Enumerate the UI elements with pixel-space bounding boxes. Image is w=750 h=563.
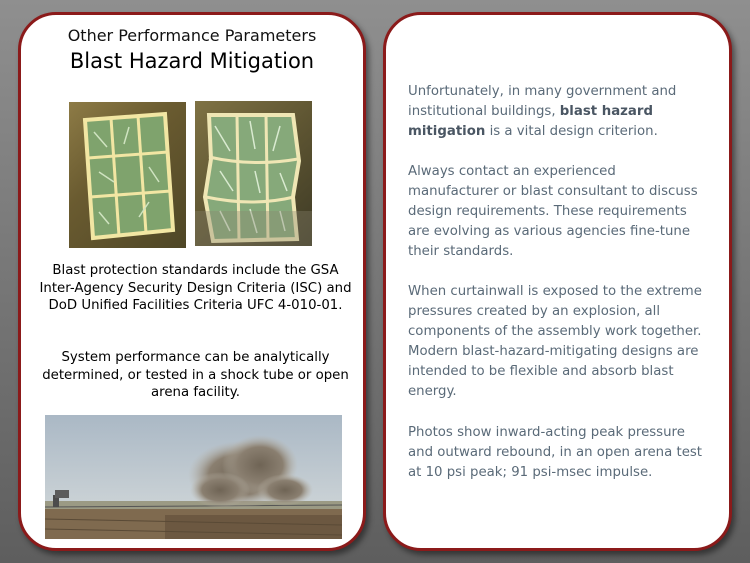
right-panel [383,12,732,551]
consultant-paragraph: Always contact an experienced manufacturer or blast consultant to discuss design requirements. These requirements are evolving as various agencies fine-tune their standards. [408,164,698,259]
intro-paragraph [408,82,708,142]
intro-text-after: is a vital design criterion. [485,124,658,139]
window-test-photo-rebound [195,101,312,246]
curtainwall-paragraph: When curtainwall is exposed to the extreme pressures created by an explosion, all components of the assembly work together. Modern blast-hazard-mitigating designs are intended to be flexible and absorb blast energy. [408,284,702,399]
open-arena-blast-photo [45,415,342,539]
photos-caption-paragraph: Photos show inward-acting peak pressure and outward rebound, in an open arena test at 10 psi peak; 91 psi-msec impulse. [408,425,703,480]
standards-paragraph: Blast protection standards include the GSA Inter-Agency Security Design Criteria (ISC) and DoD Unified Facilities Criteria UFC 4-010-01. [39,263,352,313]
intro-bold-term: blast hazard mitigation [408,104,653,139]
left-panel [18,12,366,551]
intro-text-before: Unfortunately, in many government and institutional buildings, [408,84,677,119]
slide-title: Blast Hazard Mitigation [69,49,315,73]
slide-subtitle: Other Performance Parameters [67,26,317,45]
testing-paragraph: System performance can be analytically determined, or tested in a shock tube or open arena facility. [42,350,349,400]
window-test-photo-inward [69,102,186,248]
